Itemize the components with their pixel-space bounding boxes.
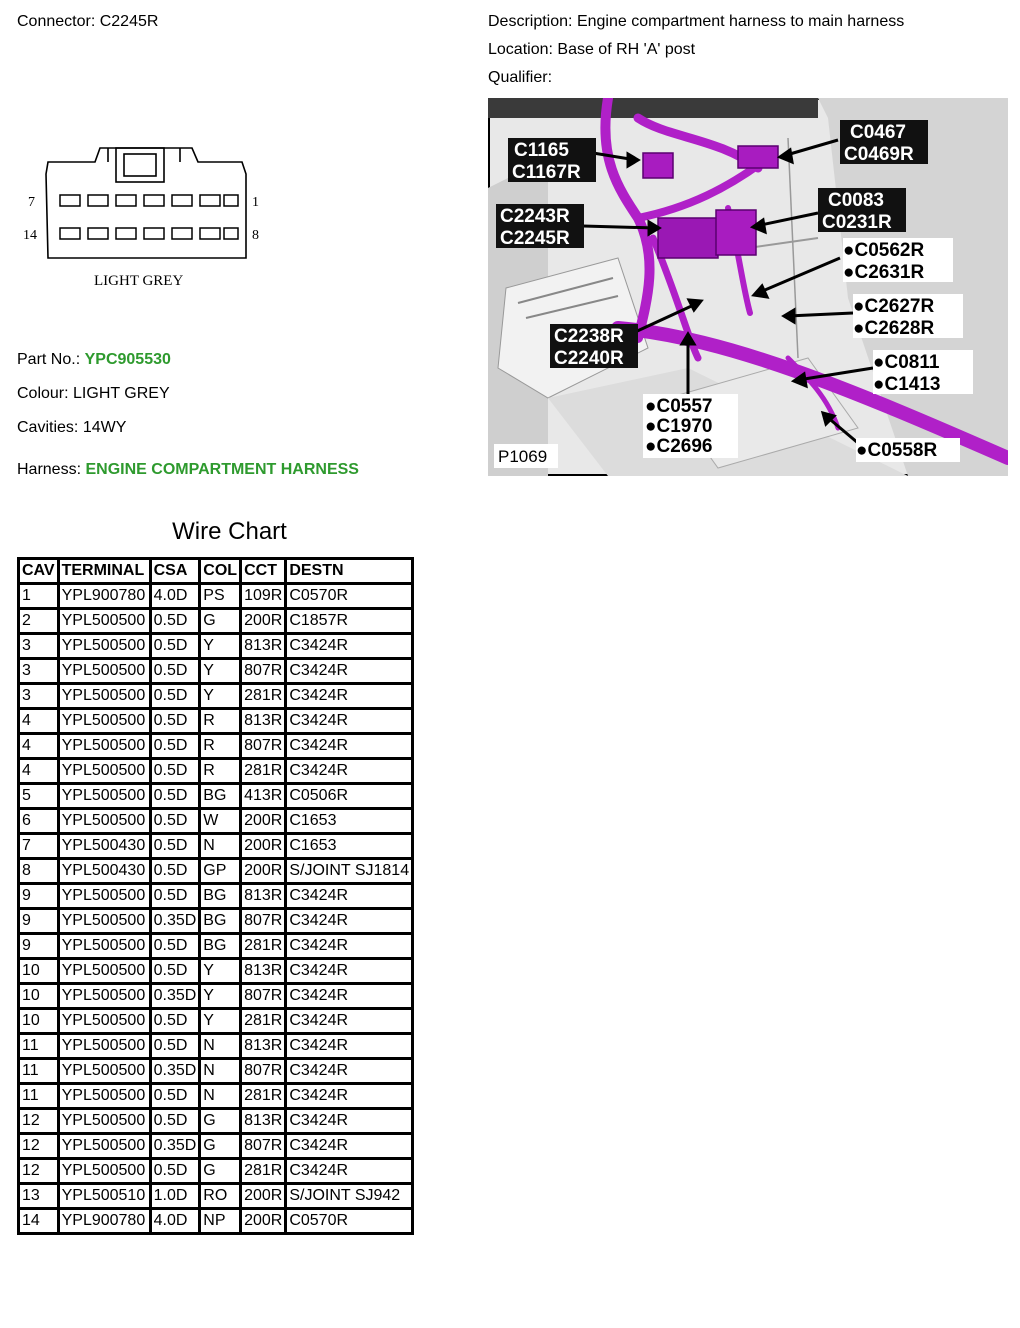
table-cell: BG: [200, 784, 241, 809]
column-header: TERMINAL: [58, 559, 150, 584]
table-cell: 0.5D: [150, 609, 200, 634]
table-cell: 1: [19, 584, 59, 609]
table-row: [19, 884, 413, 909]
callout-c2240r: C2240R: [554, 348, 624, 369]
table-cell: YPL500500: [58, 1059, 150, 1084]
table-row: [19, 659, 413, 684]
table-cell: C3424R: [286, 1084, 413, 1109]
table-cell: NP: [200, 1209, 241, 1234]
table-cell: YPL500500: [58, 909, 150, 934]
table-cell: C3424R: [286, 1034, 413, 1059]
callout-c0562r: ●C0562R: [843, 240, 925, 261]
table-cell: YPL500500: [58, 734, 150, 759]
table-cell: YPL500430: [58, 859, 150, 884]
table-cell: C3424R: [286, 634, 413, 659]
table-cell: 4: [19, 709, 59, 734]
part-label: Part No.:: [17, 351, 81, 368]
table-row: [19, 1134, 413, 1159]
table-cell: W: [200, 809, 241, 834]
diagram-caption: LIGHT GREY: [94, 273, 184, 289]
table-cell: PS: [200, 584, 241, 609]
table-cell: 200R: [241, 834, 286, 859]
table-row: [19, 609, 413, 634]
callout-c1167r: C1167R: [512, 162, 581, 183]
table-cell: YPL500500: [58, 984, 150, 1009]
table-cell: 807R: [241, 659, 286, 684]
cavities-label: Cavities:: [17, 419, 79, 436]
table-cell: 807R: [241, 1059, 286, 1084]
table-cell: 12: [19, 1109, 59, 1134]
table-cell: C0506R: [286, 784, 413, 809]
part-number-link[interactable]: YPC905530: [84, 351, 171, 368]
table-cell: 200R: [241, 859, 286, 884]
location-value: Base of RH 'A' post: [557, 41, 696, 58]
table-cell: C3424R: [286, 984, 413, 1009]
colour-label: Colour:: [17, 385, 69, 402]
table-row: [19, 684, 413, 709]
table-cell: C3424R: [286, 1159, 413, 1184]
table-cell: 0.5D: [150, 1159, 200, 1184]
table-cell: R: [200, 759, 241, 784]
wire-chart-table: [17, 557, 414, 1235]
table-row: [19, 934, 413, 959]
table-row: [19, 634, 413, 659]
callout-c2631r: ●C2631R: [843, 262, 925, 283]
table-cell: S/JOINT SJ942: [286, 1184, 413, 1209]
table-cell: 0.5D: [150, 809, 200, 834]
table-cell: C1653: [286, 834, 413, 859]
table-cell: 807R: [241, 1134, 286, 1159]
table-cell: 0.5D: [150, 634, 200, 659]
table-cell: C3424R: [286, 659, 413, 684]
table-cell: YPL500500: [58, 684, 150, 709]
table-cell: G: [200, 1109, 241, 1134]
table-cell: 813R: [241, 959, 286, 984]
table-cell: 0.5D: [150, 959, 200, 984]
table-cell: C3424R: [286, 759, 413, 784]
table-cell: 0.5D: [150, 834, 200, 859]
table-cell: 813R: [241, 884, 286, 909]
table-cell: 4.0D: [150, 584, 200, 609]
table-row: [19, 959, 413, 984]
table-cell: C3424R: [286, 909, 413, 934]
table-cell: 8: [19, 859, 59, 884]
pin-label-1: 1: [252, 195, 259, 210]
table-cell: 12: [19, 1134, 59, 1159]
table-cell: 200R: [241, 1184, 286, 1209]
table-cell: R: [200, 709, 241, 734]
callout-c0557: ●C0557: [645, 396, 713, 417]
table-cell: 4: [19, 734, 59, 759]
table-row: [19, 809, 413, 834]
table-cell: 0.5D: [150, 884, 200, 909]
table-row: [19, 834, 413, 859]
table-cell: 0.5D: [150, 709, 200, 734]
table-cell: C3424R: [286, 1059, 413, 1084]
table-cell: 0.35D: [150, 1134, 200, 1159]
table-cell: YPL500500: [58, 709, 150, 734]
table-cell: N: [200, 1034, 241, 1059]
callout-c2245r: C2245R: [500, 228, 570, 249]
table-cell: 13: [19, 1184, 59, 1209]
table-cell: 807R: [241, 909, 286, 934]
table-row: [19, 859, 413, 884]
table-row: [19, 759, 413, 784]
description-label: Description:: [488, 13, 573, 30]
callout-c1165: C1165: [514, 140, 569, 161]
column-header: DESTN: [286, 559, 413, 584]
illustration-ref: P1069: [498, 447, 548, 466]
location-line: [488, 41, 695, 59]
table-cell: YPL500500: [58, 934, 150, 959]
table-cell: YPL500500: [58, 959, 150, 984]
table-row: [19, 1084, 413, 1109]
table-cell: N: [200, 834, 241, 859]
table-cell: YPL900780: [58, 584, 150, 609]
table-cell: RO: [200, 1184, 241, 1209]
table-cell: C1857R: [286, 609, 413, 634]
colour-value: LIGHT GREY: [73, 385, 170, 402]
table-cell: YPL900780: [58, 1209, 150, 1234]
table-cell: C1653: [286, 809, 413, 834]
table-cell: 281R: [241, 759, 286, 784]
callout-c2627r: ●C2627R: [853, 296, 935, 317]
table-cell: 0.5D: [150, 684, 200, 709]
callout-c0469r: C0469R: [844, 144, 914, 165]
table-cell: 6: [19, 809, 59, 834]
table-cell: C0570R: [286, 1209, 413, 1234]
connector-heading: [17, 13, 158, 31]
table-cell: 0.5D: [150, 859, 200, 884]
table-cell: 7: [19, 834, 59, 859]
table-cell: 3: [19, 659, 59, 684]
table-cell: G: [200, 609, 241, 634]
table-cell: C0570R: [286, 584, 413, 609]
connector-face-diagram: [20, 140, 270, 300]
cavities-line: [17, 419, 126, 437]
table-cell: YPL500500: [58, 1109, 150, 1134]
table-cell: 3: [19, 634, 59, 659]
table-cell: BG: [200, 934, 241, 959]
table-cell: N: [200, 1059, 241, 1084]
table-cell: 281R: [241, 934, 286, 959]
table-cell: G: [200, 1134, 241, 1159]
table-cell: 0.35D: [150, 984, 200, 1009]
table-row: [19, 584, 413, 609]
table-cell: Y: [200, 959, 241, 984]
table-row: [19, 734, 413, 759]
table-cell: Y: [200, 1009, 241, 1034]
table-cell: 10: [19, 959, 59, 984]
table-cell: 0.5D: [150, 1109, 200, 1134]
table-cell: 281R: [241, 684, 286, 709]
table-cell: 0.35D: [150, 909, 200, 934]
description-value: Engine compartment harness to main harness: [576, 13, 905, 30]
pin-label-7: 7: [28, 195, 35, 210]
table-cell: Y: [200, 684, 241, 709]
table-cell: 0.5D: [150, 1084, 200, 1109]
callout-c2243r: C2243R: [500, 206, 570, 227]
callout-c0558r: ●C0558R: [856, 440, 938, 461]
wire-chart-title: Wire Chart: [172, 518, 287, 545]
table-row: [19, 1059, 413, 1084]
table-cell: 3: [19, 684, 59, 709]
callout-c0231r: C0231R: [822, 212, 892, 233]
table-cell: YPL500500: [58, 1009, 150, 1034]
harness-line: [17, 461, 359, 479]
table-cell: 807R: [241, 984, 286, 1009]
connector-label: Connector:: [17, 13, 96, 30]
table-cell: C3424R: [286, 959, 413, 984]
table-row: [19, 1034, 413, 1059]
table-row: [19, 709, 413, 734]
table-cell: 9: [19, 934, 59, 959]
cavities-value: 14WY: [82, 419, 127, 436]
harness-label: Harness:: [17, 461, 82, 478]
table-cell: 0.5D: [150, 1009, 200, 1034]
table-cell: YPL500500: [58, 609, 150, 634]
table-cell: 11: [19, 1034, 59, 1059]
table-cell: 1.0D: [150, 1184, 200, 1209]
column-header: CAV: [19, 559, 59, 584]
table-header-row: [19, 559, 413, 584]
table-cell: C3424R: [286, 709, 413, 734]
table-cell: 4.0D: [150, 1209, 200, 1234]
table-cell: 813R: [241, 634, 286, 659]
table-cell: YPL500500: [58, 1034, 150, 1059]
table-cell: C3424R: [286, 1109, 413, 1134]
table-cell: YPL500500: [58, 759, 150, 784]
table-cell: C3424R: [286, 734, 413, 759]
table-cell: 813R: [241, 709, 286, 734]
table-row: [19, 984, 413, 1009]
callout-c0811: ●C0811: [873, 352, 940, 373]
table-row: [19, 784, 413, 809]
column-header: COL: [200, 559, 241, 584]
table-cell: N: [200, 1084, 241, 1109]
table-cell: YPL500430: [58, 834, 150, 859]
table-cell: 0.5D: [150, 784, 200, 809]
callout-c0467: C0467: [850, 122, 906, 143]
table-cell: 14: [19, 1209, 59, 1234]
table-cell: C3424R: [286, 684, 413, 709]
table-cell: 10: [19, 984, 59, 1009]
table-cell: 813R: [241, 1034, 286, 1059]
table-cell: S/JOINT SJ1814: [286, 859, 413, 884]
table-cell: BG: [200, 884, 241, 909]
table-row: [19, 1159, 413, 1184]
table-cell: 9: [19, 884, 59, 909]
table-cell: BG: [200, 909, 241, 934]
table-cell: 200R: [241, 609, 286, 634]
callout-c2238r: C2238R: [554, 326, 624, 347]
table-cell: YPL500500: [58, 1134, 150, 1159]
table-cell: YPL500500: [58, 884, 150, 909]
table-cell: 281R: [241, 1009, 286, 1034]
table-cell: C3424R: [286, 1009, 413, 1034]
table-cell: 413R: [241, 784, 286, 809]
table-cell: 200R: [241, 1209, 286, 1234]
qualifier-label: Qualifier:: [488, 69, 553, 86]
connector-id: C2245R: [99, 13, 159, 30]
table-cell: YPL500500: [58, 634, 150, 659]
harness-link[interactable]: ENGINE COMPARTMENT HARNESS: [85, 461, 359, 478]
table-cell: 9: [19, 909, 59, 934]
callout-c2696: ●C2696: [645, 436, 713, 457]
pin-label-8: 8: [252, 228, 259, 243]
table-row: [19, 1009, 413, 1034]
table-cell: 0.5D: [150, 659, 200, 684]
table-cell: C3424R: [286, 884, 413, 909]
table-cell: C3424R: [286, 934, 413, 959]
table-cell: G: [200, 1159, 241, 1184]
table-cell: YPL500500: [58, 1084, 150, 1109]
callout-c1413: ●C1413: [873, 374, 941, 395]
table-cell: YPL500500: [58, 1159, 150, 1184]
table-cell: 2: [19, 609, 59, 634]
colour-line: [17, 385, 170, 403]
table-cell: 0.35D: [150, 1059, 200, 1084]
table-row: [19, 909, 413, 934]
table-cell: 281R: [241, 1084, 286, 1109]
table-cell: YPL500500: [58, 809, 150, 834]
table-cell: C3424R: [286, 1134, 413, 1159]
table-cell: 4: [19, 759, 59, 784]
table-cell: Y: [200, 634, 241, 659]
location-label: Location:: [488, 41, 553, 58]
table-row: [19, 1184, 413, 1209]
qualifier-line: [488, 69, 552, 87]
pin-label-14: 14: [23, 228, 37, 243]
table-cell: Y: [200, 984, 241, 1009]
table-cell: 5: [19, 784, 59, 809]
table-cell: 11: [19, 1059, 59, 1084]
table-cell: YPL500500: [58, 784, 150, 809]
table-cell: YPL500510: [58, 1184, 150, 1209]
table-cell: 109R: [241, 584, 286, 609]
table-cell: 0.5D: [150, 734, 200, 759]
callout-c0083: C0083: [828, 190, 884, 211]
table-cell: 12: [19, 1159, 59, 1184]
table-cell: GP: [200, 859, 241, 884]
table-cell: R: [200, 734, 241, 759]
table-cell: 0.5D: [150, 759, 200, 784]
location-illustration: [488, 98, 1008, 476]
table-cell: 0.5D: [150, 934, 200, 959]
table-cell: 200R: [241, 809, 286, 834]
table-cell: 11: [19, 1084, 59, 1109]
table-cell: 0.5D: [150, 1034, 200, 1059]
table-cell: 10: [19, 1009, 59, 1034]
table-cell: 807R: [241, 734, 286, 759]
column-header: CSA: [150, 559, 200, 584]
table-cell: 281R: [241, 1159, 286, 1184]
table-cell: YPL500500: [58, 659, 150, 684]
description-line: [488, 13, 904, 31]
callout-c1970: ●C1970: [645, 416, 713, 437]
column-header: CCT: [241, 559, 286, 584]
callout-c2628r: ●C2628R: [853, 318, 935, 339]
table-cell: 813R: [241, 1109, 286, 1134]
table-cell: Y: [200, 659, 241, 684]
table-row: [19, 1209, 413, 1234]
table-row: [19, 1109, 413, 1134]
part-number-line: [17, 351, 171, 369]
